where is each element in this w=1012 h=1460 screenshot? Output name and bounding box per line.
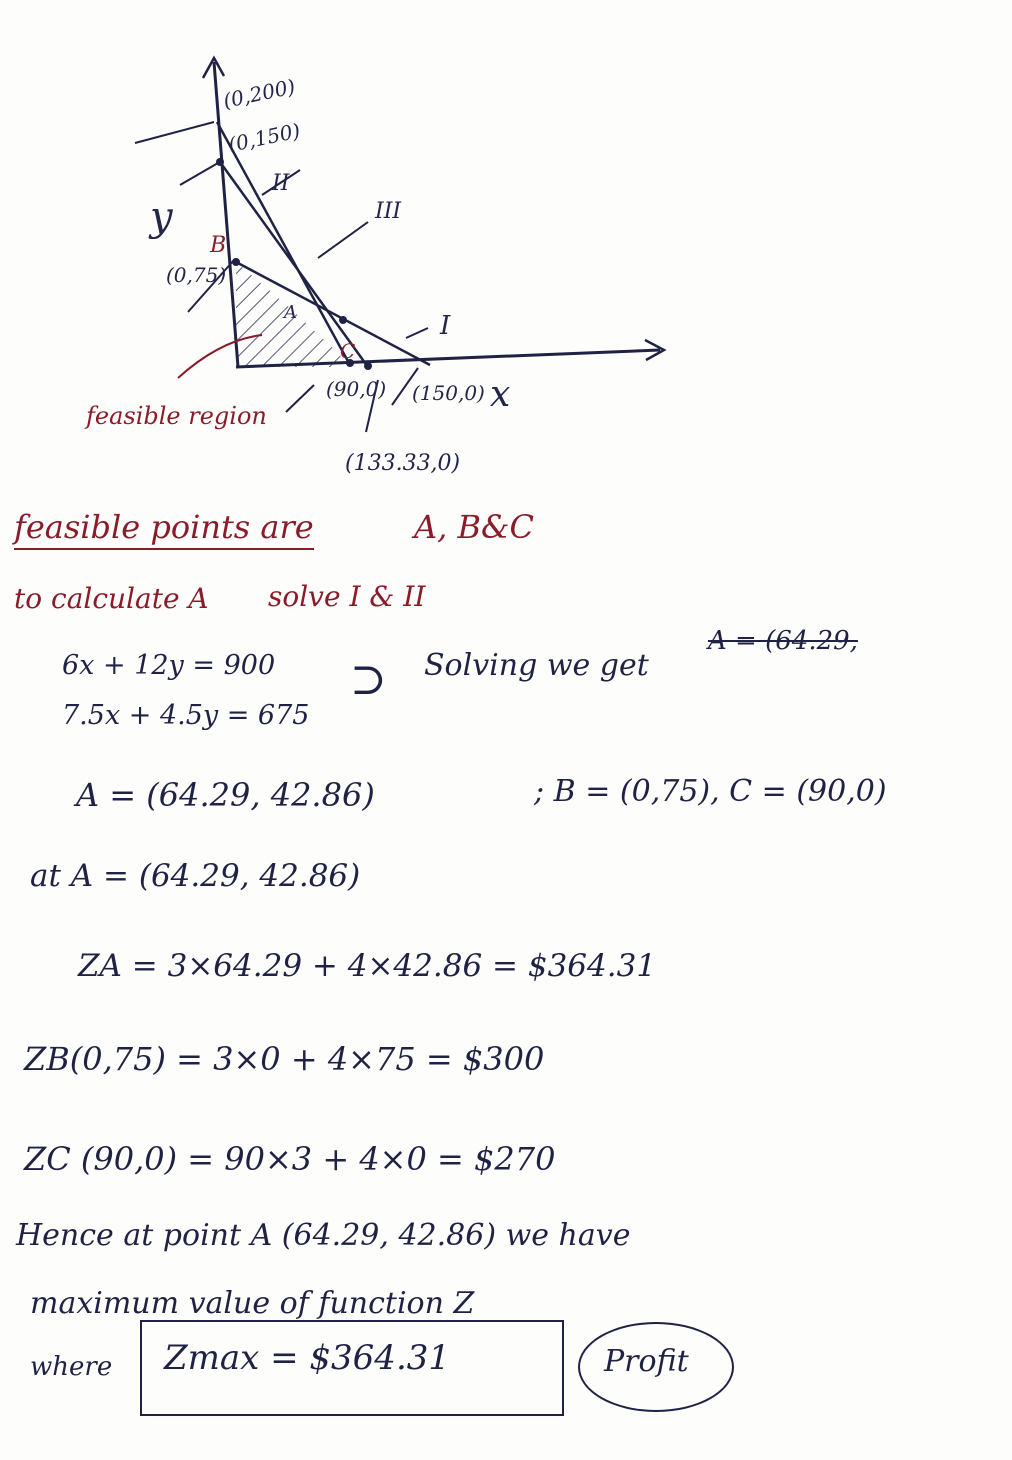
label-feasible-region: feasible region (86, 402, 267, 430)
equation-2: 7.5x + 4.5y = 675 (62, 700, 310, 731)
label-x-axis: x (490, 374, 511, 415)
solve-label: solve I & II (268, 580, 426, 613)
point-a-dot (339, 316, 347, 324)
point-0-150-dot (216, 158, 224, 166)
equation-1: 6x + 12y = 900 (62, 650, 276, 681)
feasible-region-graph (0, 0, 1012, 500)
struck-out-text: A = (64.29, (708, 626, 858, 656)
label-point-c: C (340, 339, 356, 363)
label-0-150: (0,150) (226, 118, 303, 157)
label-line-3: III (375, 199, 402, 224)
arrow-line-1 (406, 328, 428, 338)
arrow-y-label (180, 163, 218, 185)
label-y-axis: y (150, 194, 173, 240)
where-label: where (30, 1352, 113, 1382)
feasible-points-heading (14, 508, 314, 550)
maximum-line: maximum value of function Z (30, 1286, 475, 1321)
label-0-200: (0,200) (221, 74, 298, 113)
arrow-feasible-2 (286, 385, 314, 412)
feasible-points-list: A, B&C (414, 508, 534, 546)
z-at-a: ZA = 3×64.29 + 4×42.86 = $364.31 (78, 948, 657, 984)
label-133-0: (133.33,0) (345, 451, 461, 476)
zmax-value: Zmax = $364.31 (164, 1338, 451, 1378)
point-a-value: A = (64.29, 42.86) (76, 776, 375, 814)
label-line-1: I (440, 311, 451, 341)
z-at-b: ZB(0,75) = 3×0 + 4×75 = $300 (24, 1040, 545, 1078)
to-calculate-label: to calculate A (14, 582, 209, 615)
solving-text: Solving we get (424, 648, 649, 683)
point-b-c-values: ; B = (0,75), C = (90,0) (534, 774, 887, 809)
label-point-b: B (210, 233, 227, 258)
label-0-75: (0,75) (166, 263, 227, 287)
hence-line: Hence at point A (64.29, 42.86) we have (16, 1218, 631, 1253)
arrow-0-200 (135, 122, 214, 143)
point-133-dot (364, 362, 372, 370)
feasible-points-text: feasible points are (14, 508, 314, 546)
bracket-sign: ⊃ (350, 654, 387, 705)
label-point-a: A (284, 302, 297, 323)
at-point-a: at A = (64.29, 42.86) (30, 858, 361, 894)
arrow-line-3 (318, 222, 368, 258)
label-150-0: (150,0) (412, 381, 485, 405)
z-at-c: ZC (90,0) = 90×3 + 4×0 = $270 (24, 1140, 556, 1178)
profit-label: Profit (604, 1344, 689, 1379)
label-90-0: (90,0) (326, 377, 387, 401)
label-line-2: II (272, 171, 290, 196)
